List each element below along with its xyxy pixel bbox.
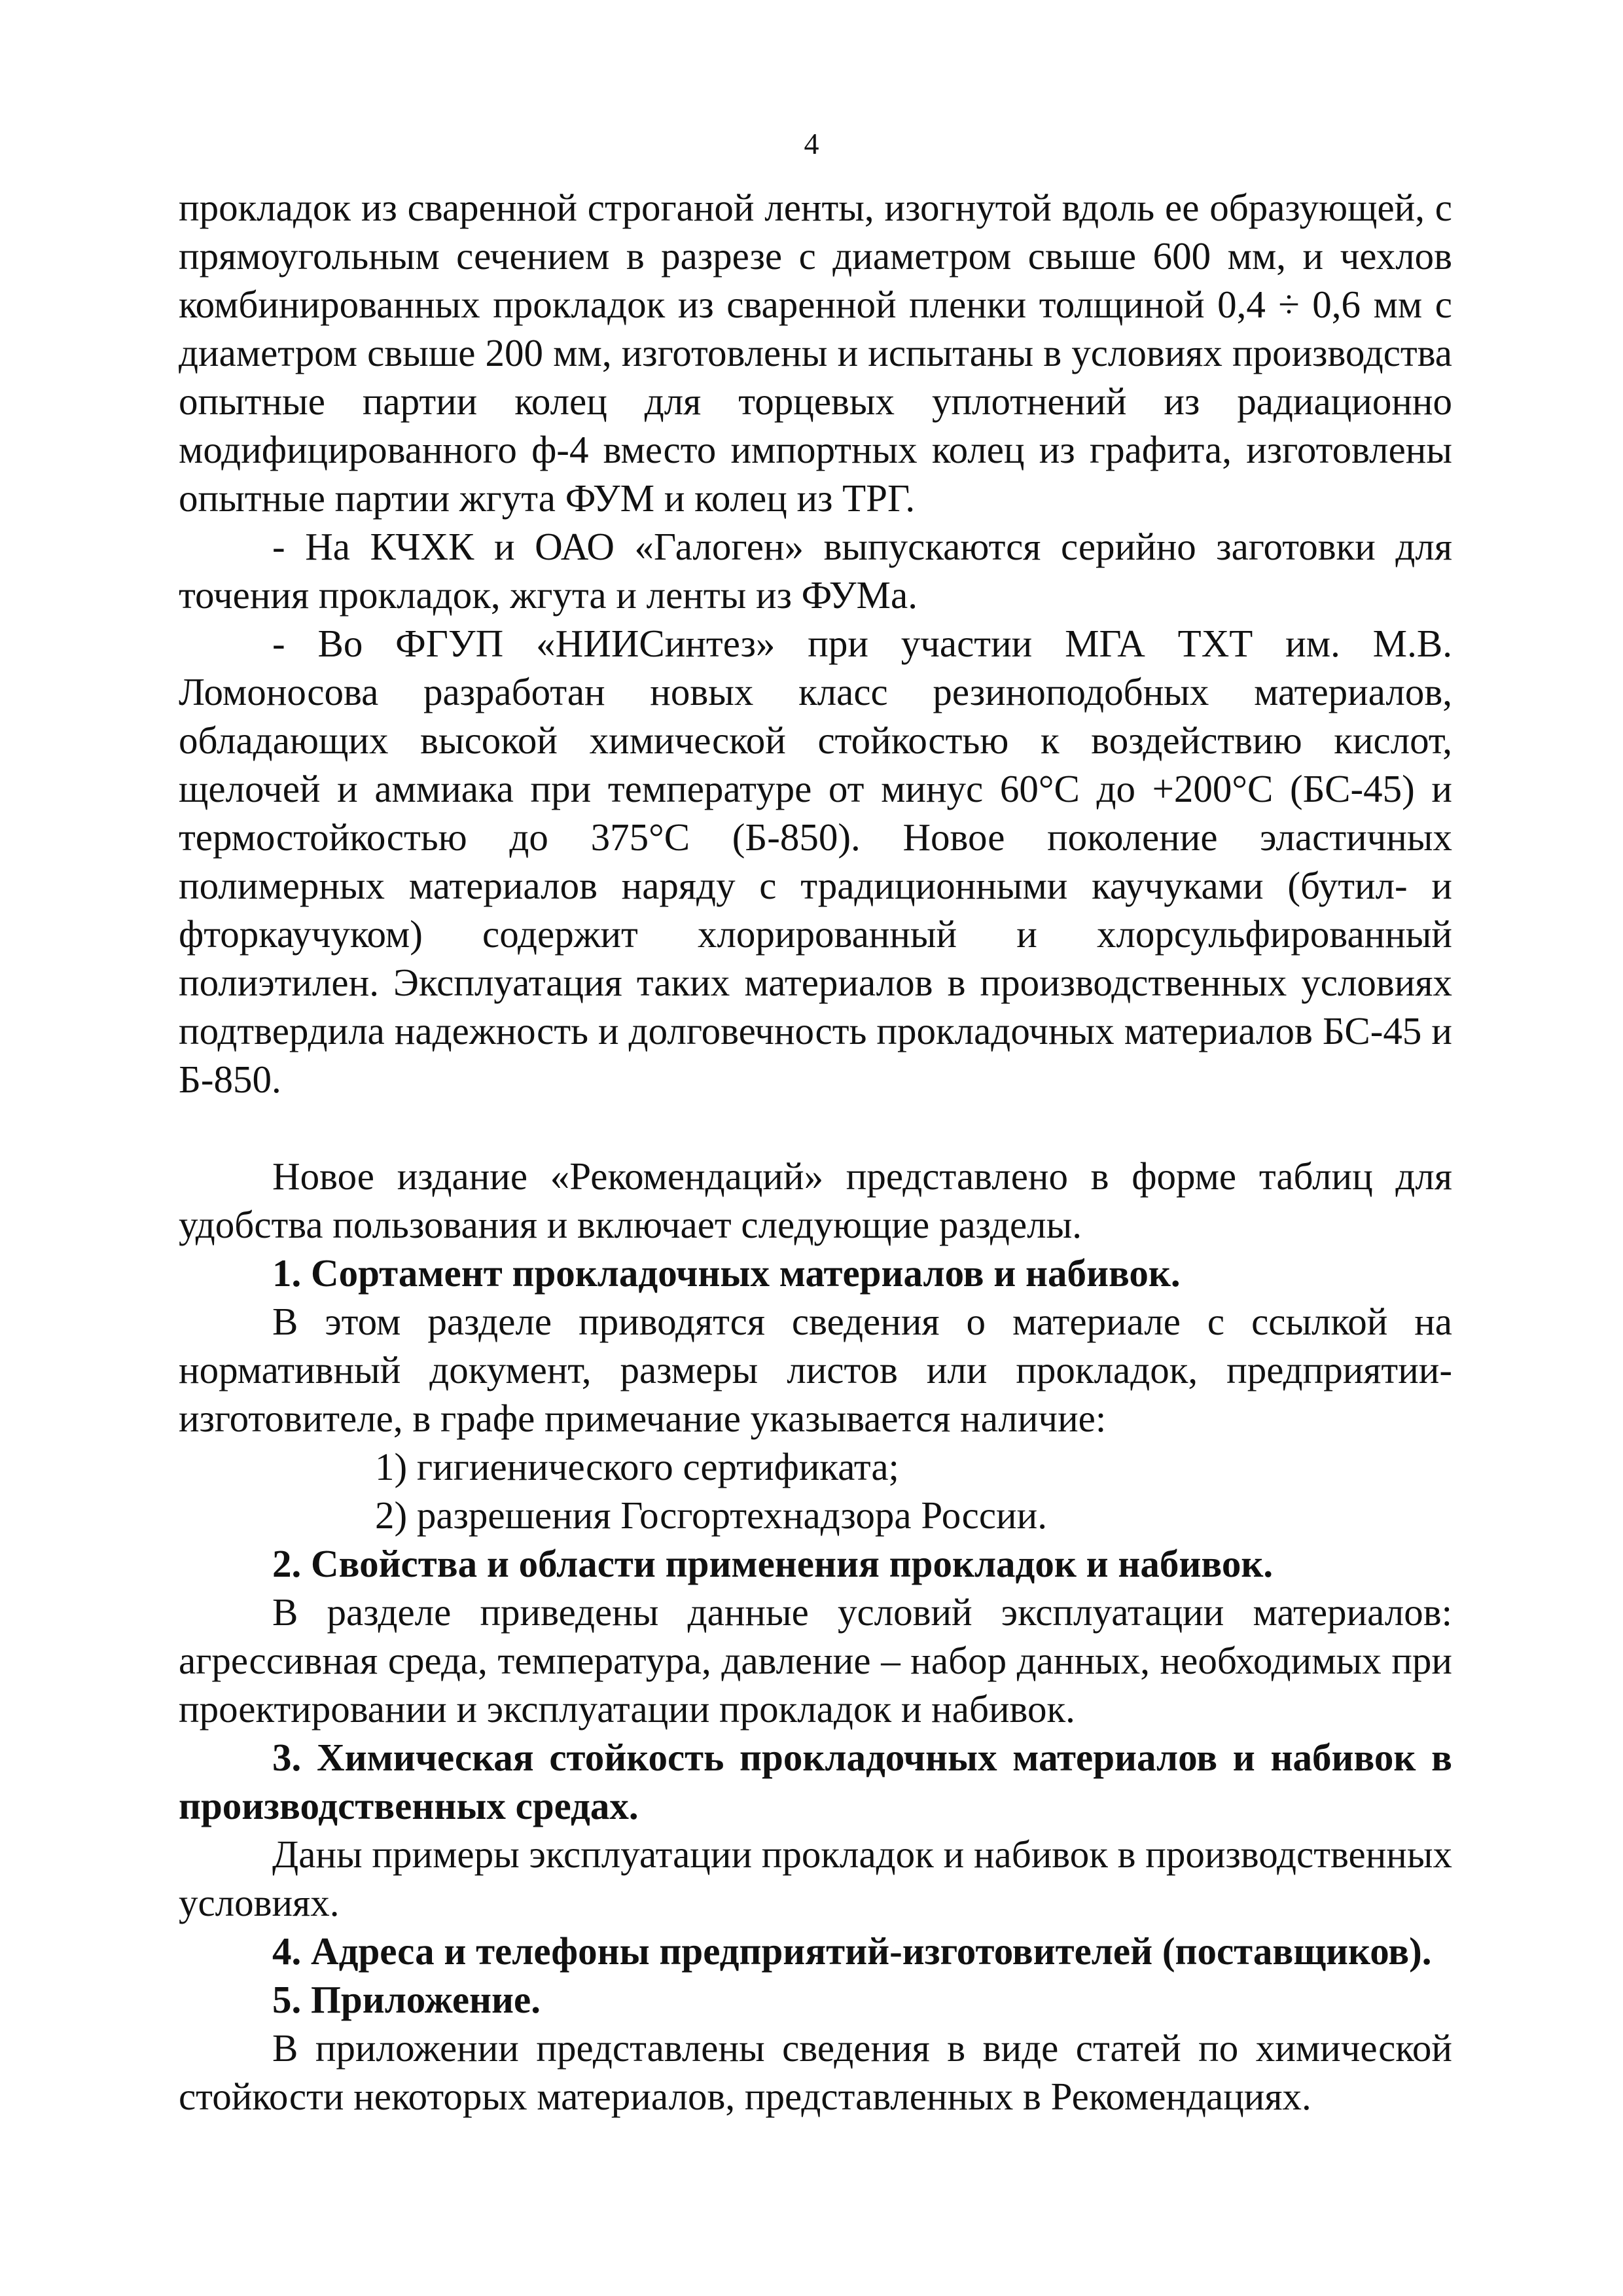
page-body (179, 183, 1452, 2121)
paragraph-new-edition: Новое издание «Рекомендаций» представлено в форме таблиц для удобства пользования и включает следующие разделы. (179, 1155, 1452, 1246)
page-number: 4 (804, 127, 819, 160)
paragraph-section-2: В разделе приведены данные условий эксплуатации материалов: агрессивная среда, температура, давление – набор данных, необходимых при проектировании и эксплуатации прокладок и набивок. (179, 1590, 1452, 1731)
list-item-permit: 2) разрешения Госгортехнадзора России. (375, 1494, 1047, 1537)
paragraph-continuation: прокладок из сваренной строганой ленты, изогнутой вдоль ее образующей, с прямоугольным сечением в разрезе с диаметром свыше 600 мм, и чехлов комбинированных прокладок из сваренной пленки толщиной 0,4 ÷ 0,6 мм с диаметром свыше 200 мм, изготовлены и испытаны в условиях производства опытные партии колец для торцевых уплотнений из радиационно модифицированного ф-4 вместо импортных колец из графита, изготовлены опытные партии жгута ФУМ и колец из ТРГ. (179, 186, 1452, 520)
section-heading-1: 1. Сортамент прокладочных материалов и набивок. (272, 1251, 1181, 1295)
section-heading-3: 3. Химическая стойкость прокладочных материалов и набивок в производственных средах. (179, 1736, 1452, 1827)
section-heading-4: 4. Адреса и телефоны предприятий-изготовителей (поставщиков). (272, 1929, 1432, 1973)
section-heading-2: 2. Свойства и области применения прокладок и набивок. (272, 1542, 1274, 1585)
paragraph-section-1: В этом разделе приводятся сведения о материале с ссылкой на нормативный документ, размеры листов или прокладок, предприятии-изготовителе, в графе примечание указывается наличие: (179, 1300, 1452, 1440)
paragraph-section-5: В приложении представлены сведения в виде статей по химической стойкости некоторых материалов, представленных в Рекомендациях. (179, 2026, 1452, 2118)
paragraph-kchkh: - На КЧХК и ОАО «Галоген» выпускаются серийно заготовки для точения прокладок, жгута и ленты из ФУМа. (179, 525, 1452, 617)
section-heading-5: 5. Приложение. (272, 1978, 541, 2021)
paragraph-niisintez: - Во ФГУП «НИИСинтез» при участии МГА ТХТ им. М.В. Ломоносова разработан новых класс резиноподобных материалов, обладающих высокой химической стойкостью к воздействию кислот, щелочей и аммиака при температуре от минус 60°С до +200°С (БС-45) и термостойкостью до 375°С (Б-850). Новое поколение эластичных полимерных материалов наряду с традиционными каучуками (бутил- и фторкаучуком) содержит хлорированный и хлорсульфированный полиэтилен. Эксплуатация таких материалов в производственных условиях подтвердила надежность и долговечность прокладочных материалов БС-45 и Б-850. (179, 622, 1452, 1101)
paragraph-section-3: Даны примеры эксплуатации прокладок и набивок в производственных условиях. (179, 1833, 1452, 1924)
list-item-hygiene-certificate: 1) гигиенического сертификата; (375, 1445, 899, 1488)
